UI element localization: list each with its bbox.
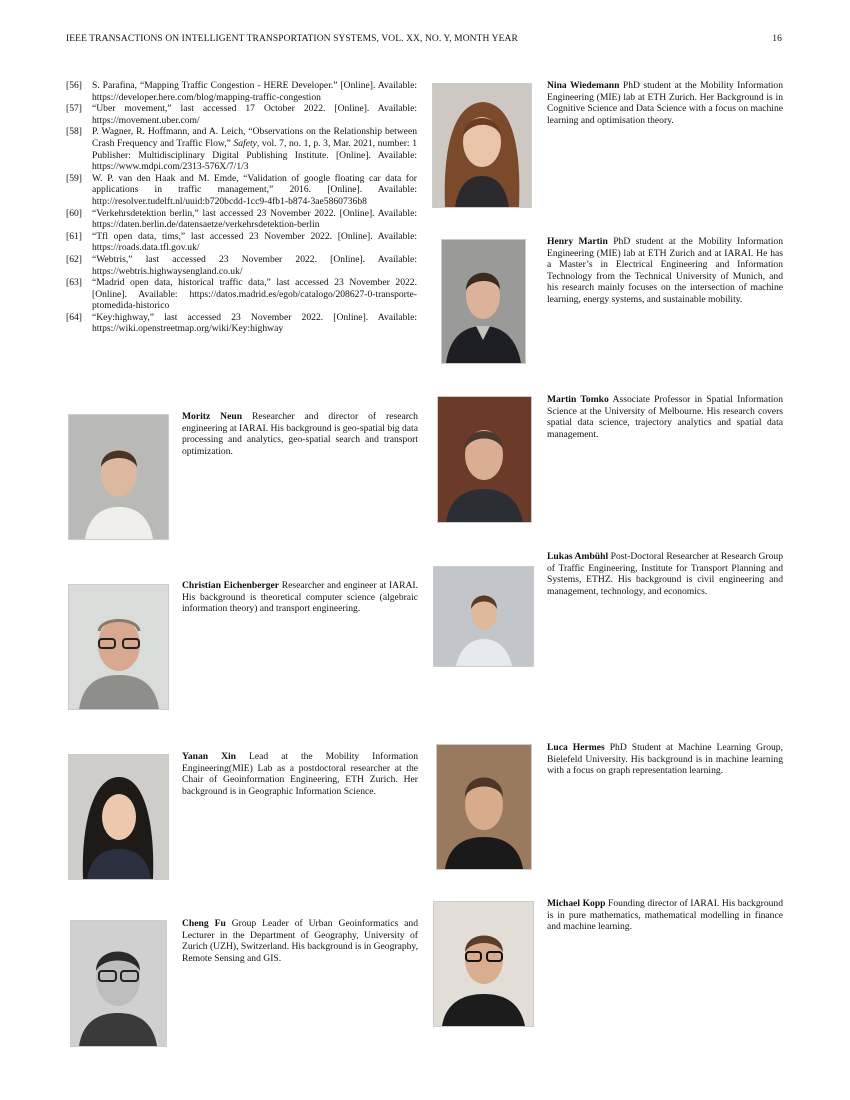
reference-text-after: , vol. 7, no. 1, p. 3, Mar. 2021, number: 1 Publisher: Multidisciplinary Digital Publishing Institute. [Online]. Available: https://www.mdpi.com/2313-576X/7/1/3: [92, 137, 417, 173]
reference-text: S. Parafina, “Mapping Traffic Congestion - HERE Developer.” [Online]. Available: https://developer.here.com/blog/mapping-traffic-congestion: [92, 80, 417, 103]
bio-nina-wiedemann: [547, 80, 783, 126]
reference-number: [63]: [66, 277, 82, 289]
reference-number: [61]: [66, 230, 82, 242]
bio-text: Researcher and engineer at IARAI. His background is theoretical computer science (algebraic information theory) and transport engineering.: [182, 580, 418, 615]
reference-item: [66, 312, 417, 335]
reference-number: [56]: [66, 80, 82, 91]
bio-text: PhD Student at Machine Learning Group, Bielefeld University. His background is in machine learning with a focus on graph representation learning.: [547, 742, 783, 777]
reference-item: [66, 208, 417, 231]
bio-luca-hermes: [547, 742, 783, 777]
bio-name: Moritz Neun: [182, 411, 243, 422]
bio-name: Michael Kopp: [547, 898, 606, 909]
author-photo-cheng-fu: [70, 920, 167, 1047]
reference-item: [66, 254, 417, 277]
bio-name: Martin Tomko: [547, 394, 609, 405]
bio-name: Lukas Ambühl: [547, 551, 609, 562]
author-photo-yanan-xin: [68, 754, 169, 880]
author-photo-nina-wiedemann: [432, 83, 532, 208]
author-photo-martin-tomko: [437, 396, 532, 523]
bio-moritz-neun: [182, 411, 418, 457]
bio-michael-kopp: [547, 898, 783, 933]
reference-text: “Webtris,” last accessed 23 November 2022. [Online]. Available: https://webtris.highwaysengland.co.uk/: [92, 253, 417, 277]
journal-title: IEEE TRANSACTIONS ON INTELLIGENT TRANSPORTATION SYSTEMS, VOL. XX, NO. Y, MONTH YEAR: [66, 34, 518, 44]
bio-lukas-ambuehl: [547, 551, 783, 597]
bio-text: PhD student at the Mobility Information Engineering (MIE) lab at ETH Zurich. Her Background is in Cognitive Science and Data Science with a focus on machine learning and optimisation theory.: [547, 80, 783, 126]
bio-christian-eichenberger: [182, 580, 418, 615]
bio-martin-tomko: [547, 394, 783, 440]
reference-number: [57]: [66, 103, 82, 115]
reference-text: [92, 126, 417, 172]
bio-name: Nina Wiedemann: [547, 80, 620, 91]
author-photo-christian-eichenberger: [68, 584, 169, 710]
reference-item: [66, 173, 417, 208]
bio-yanan-xin: [182, 751, 418, 797]
bio-henry-martin: [547, 236, 783, 306]
bio-text: Researcher and director of research engineering at IARAI. His background is geo-spatial big data processing and analytics, geo-spatial search and transport optimization.: [182, 411, 418, 457]
author-photo-moritz-neun: [68, 414, 169, 540]
page-number: 16: [772, 34, 782, 44]
reference-number: [60]: [66, 207, 82, 219]
reference-text-before: P. Wagner, R. Hoffmann, and A. Leich, “Observations on the Relationship between Crash Frequency and Traffic Flow,”: [92, 126, 417, 149]
reference-number: [59]: [66, 172, 82, 184]
reference-text: “Uber movement,” last accessed 17 October 2022. [Online]. Available: https://movement.uber.com/: [92, 103, 417, 126]
bio-name: Yanan Xin: [182, 751, 237, 762]
reference-text: “Key:highway,” last accessed 23 November 2022. [Online]. Available: https://wiki.openstreetmap.org/wiki/Key:highway: [92, 311, 417, 335]
bio-text: Associate Professor in Spatial Information Science at the University of Melbourne. His research covers spatial data science, trajectory analytics and spatial data management.: [547, 394, 783, 440]
bio-name: Luca Hermes: [547, 742, 605, 753]
bio-name: Cheng Fu: [182, 918, 226, 929]
reference-number: [62]: [66, 253, 82, 265]
reference-text: “Madrid open data, historical traffic data,” last accessed 23 November 2022. [Online]. Available: https://datos.madrid.es/egob/catalogo/208627-0-transporte-ptomedida-historico: [92, 277, 417, 312]
reference-item: [66, 126, 417, 172]
reference-number: [58]: [66, 126, 82, 138]
reference-item: [66, 80, 417, 103]
reference-number: [64]: [66, 311, 82, 323]
bio-text: Founding director of IARAI. His background is in pure mathematics, mathematical modelling in finance and machine learning.: [547, 898, 784, 933]
reference-text: “Tfl open data, tims,” last accessed 23 November 2022. [Online]. Available: https://roads.data.tfl.gov.uk/: [92, 230, 417, 254]
reference-item: [66, 231, 417, 254]
bio-text: Lead at the Mobility Information Engineering(MIE) Lab as a postdoctoral researcher at the Chair of Geoinformation Engineering, ETH Zurich. Her background is in Geographic Information Science.: [182, 751, 418, 797]
bio-text: Group Leader of Urban Geoinformatics and Lecturer in the Department of Geography, University of Zurich (UZH), Switzerland. His background is in Geography, Remote Sensing and GIS.: [182, 918, 418, 964]
bio-text: Post-Doctoral Researcher at Research Group of Traffic Engineering, Institute for Transport Planning and Systems, ETHZ. His background is civil engineering and management, technology, and economics.: [547, 551, 783, 597]
author-photo-henry-martin: [441, 239, 526, 364]
reference-text: “Verkehrsdetektion berlin,” last accessed 23 November 2022. [Online]. Available: https://daten.berlin.de/datensaetze/verkehrsdetektion-berlin: [92, 207, 417, 231]
bio-name: Henry Martin: [547, 236, 608, 247]
bio-name: Christian Eichenberger: [182, 580, 280, 591]
author-photo-michael-kopp: [433, 901, 534, 1027]
author-photo-lukas-ambuehl: [433, 566, 534, 667]
bio-text: PhD student at the Mobility Information Engineering (MIE) lab at ETH Zurich and at IARAI. He has a Master’s in Electrical Engineering and Information Technology from the Technical University of Munich, and his research mainly focuses on the intersection of machine learning, energy systems, and sustainable mobility.: [547, 236, 783, 305]
references-list: [66, 80, 417, 335]
reference-venue: Safety: [233, 137, 257, 149]
reference-text: W. P. van den Haak and M. Emde, “Validation of google floating car data for applications in traffic management,” 2016. [Online]. Available: http://resolver.tudelft.nl/uuid:b720bcdd-1cc9-4fb1-b874-3ae5860736b8: [92, 172, 417, 207]
running-header: [66, 34, 782, 48]
reference-item: [66, 277, 417, 312]
reference-item: [66, 103, 417, 126]
author-photo-luca-hermes: [436, 744, 532, 870]
bio-cheng-fu: [182, 918, 418, 964]
